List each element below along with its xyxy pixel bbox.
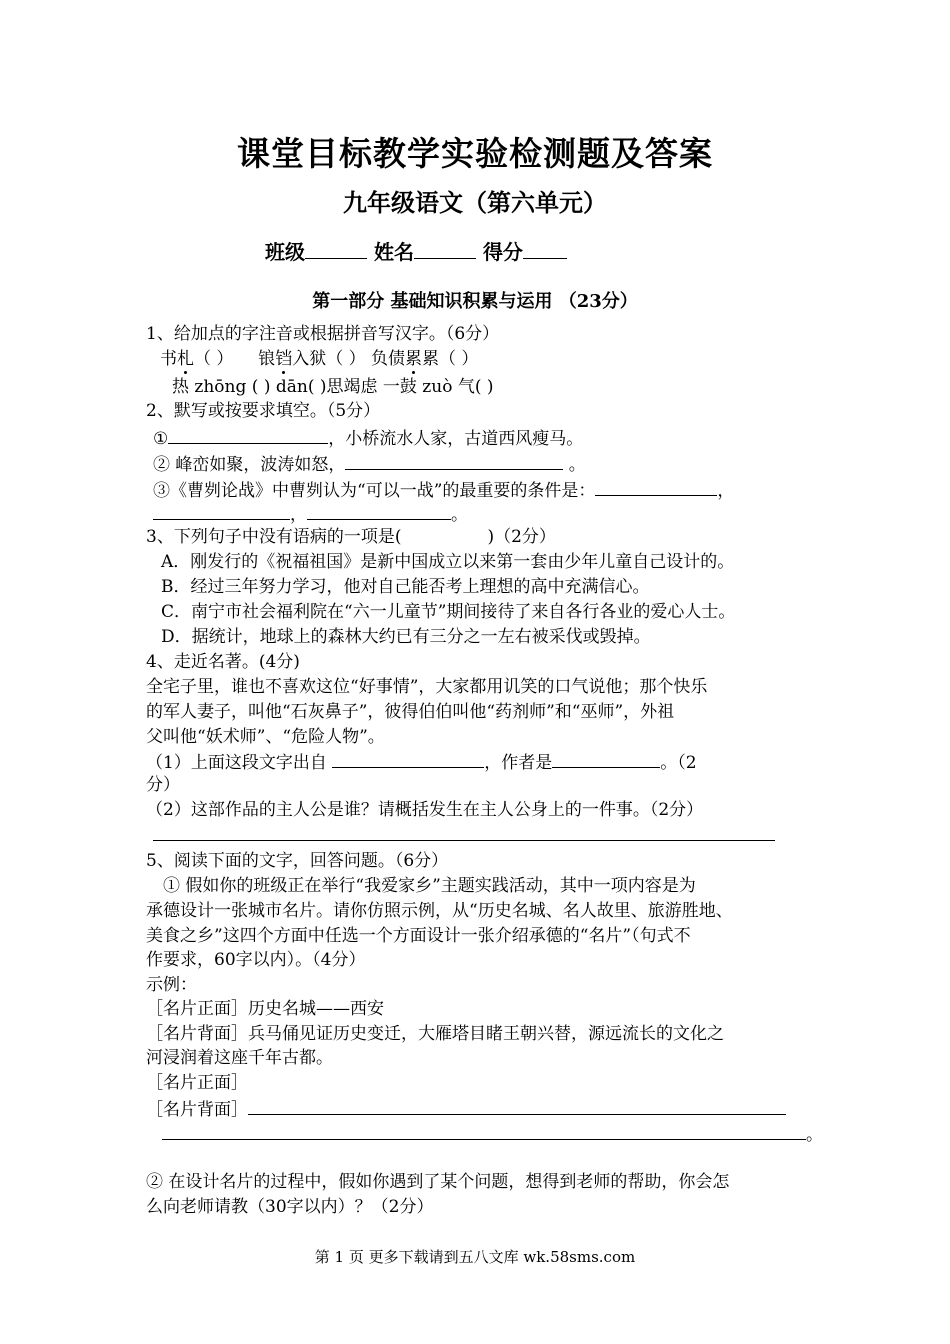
q2-l2-end: 。: [563, 455, 586, 475]
q1-word1-blank: （ ）: [194, 349, 234, 369]
q5-para-6: 么向老师请教（30字以内）？（2分）: [146, 1197, 434, 1217]
class-blank: [305, 240, 367, 259]
q5-card-back-line2: [162, 1122, 823, 1146]
q1-word2-blank: 入狱（ ）: [292, 349, 366, 369]
page-footer: 第 1 页 更多下载请到五八文库 wk.58sms.com: [314, 1248, 636, 1266]
q4-blank-source: [332, 750, 484, 768]
q4-passage-3: 父叫他“妖术师”、“危险人物”。: [146, 727, 385, 747]
q4-sub1-text: （1）上面这段文字出自: [146, 753, 333, 773]
q4-sub1: [146, 750, 697, 774]
q5-card-back-label: ［名片背面］: [146, 1100, 248, 1120]
q2-l4-end: 。: [451, 505, 468, 525]
q5-example-back-1: ［名片背面］兵马俑见证历史变迁，大雁塔目睹王朝兴替，源远流长的文化之: [146, 1024, 724, 1044]
q2-line2: [153, 452, 586, 476]
q4-passage-2: 的军人妻子，叫他“石灰鼻子”，彼得伯伯叫他“药剂师”和“巫师”，外祖: [146, 702, 675, 722]
q2-blank1: [168, 426, 328, 444]
q4-blank-author: [552, 750, 660, 768]
q3-stem-text: 3、下列句子中没有语病的一项是(: [146, 527, 402, 547]
q5-card-back-blank2: [162, 1122, 806, 1140]
q1-word2-a: 锒: [258, 349, 276, 369]
q5-para-2: 承德设计一张城市名片。请你仿照示例，从“历史名城、名人故里、旅游胜地、: [146, 901, 733, 921]
name-label: 姓名: [373, 240, 414, 264]
q2-blank3: [595, 478, 717, 496]
q2-blank5: [307, 502, 451, 520]
page-subtitle: 九年级语文（第六单元）: [343, 188, 607, 217]
name-blank: [414, 240, 476, 259]
q5-card-front: ［名片正面］: [146, 1073, 248, 1093]
q3-stem: [146, 526, 556, 548]
q3-option-b: B．经过三年努力学习，他对自己能否考上理想的高中充满信心。: [161, 577, 650, 597]
q2-l1-num: ①: [153, 429, 169, 449]
q1-word3-a: 负债: [371, 349, 406, 369]
q2-line1: [153, 426, 583, 450]
q4-answer-line: [153, 840, 775, 841]
student-info-line: [265, 236, 567, 265]
q5-para-1: ① 假如你的班级正在举行“我爱家乡”主题实践活动，其中一项内容是为: [146, 876, 696, 896]
part-one-heading: 第一部分 基础知识积累与运用 （23分）: [312, 291, 638, 312]
q2-line3: [153, 478, 734, 502]
q4-sub1-cont: 分）: [146, 775, 180, 795]
q5-example-label: 示例：: [146, 975, 197, 995]
q2-l3-text: ③《曹刿论战》中曹刿认为“可以一战”的最重要的条件是：: [153, 481, 596, 501]
page-title: 课堂目标教学实验检测题及答案: [237, 134, 713, 173]
q5-para-5: ② 在设计名片的过程中，假如你遇到了某个问题，想得到老师的帮助，你会怎: [146, 1172, 730, 1192]
q5-example-front: ［名片正面］历史名城——西安: [146, 999, 384, 1019]
q2-l3-end: ，: [717, 481, 735, 501]
q2-blank2: [345, 452, 563, 470]
q3-option-a: A．刚发行的《祝福祖国》是新中国成立以来第一套由少年儿童自己设计的。: [161, 552, 735, 572]
q2-line4: [153, 502, 468, 526]
q1-word1-a: 书: [160, 349, 177, 369]
q1-word2-dotted: 铛: [275, 349, 293, 369]
q1-word3-dotted: 累: [405, 349, 423, 369]
q5-card-back: [146, 1097, 786, 1121]
q2-l2-text: ② 峰峦如聚，波涛如怒，: [153, 455, 346, 475]
q5-card-back-end: 。: [806, 1125, 823, 1145]
q3-stem-score: )（2分）: [487, 527, 556, 547]
q1-stem: 1、给加点的字注音或根据拼音写汉字。（6分）: [146, 324, 500, 344]
q5-stem: 5、阅读下面的文字，回答问题。（6分）: [146, 851, 449, 871]
q5-para-3: 美食之乡”这四个方面中任选一个方面设计一张介绍承德的“名片”（句式不: [146, 926, 691, 946]
q3-option-c: C．南宁市社会福利院在“六一儿童节”期间接待了来自各行各业的爱心人士。: [161, 602, 736, 622]
q2-stem: 2、默写或按要求填空。（5分）: [146, 401, 381, 421]
q3-option-d: D．据统计，地球上的森林大约已有三分之一左右被采伐或毁掉。: [161, 627, 651, 647]
score-blank: [523, 240, 567, 259]
q5-para-4: 作要求，60字以内）。（4分）: [146, 950, 366, 970]
q4-passage-1: 全宅子里，谁也不喜欢这位“好事情”，大家都用讥笑的口气说他；那个快乐: [146, 677, 708, 697]
q4-sub1-score: 。（2: [660, 753, 697, 773]
q1-row1: [160, 348, 478, 370]
q2-blank4: [153, 502, 290, 520]
class-label: 班级: [265, 240, 305, 264]
q5-example-back-2: 河浸润着这座千年古都。: [146, 1048, 333, 1068]
q1-word3-blank: 累（ ）: [422, 349, 479, 369]
score-label: 得分: [482, 240, 523, 264]
q4-stem: 4、走近名著。(4分): [146, 652, 300, 672]
q1-row2: 热 zhōng ( ) dān( )思竭虑 一鼓 zuò 气( ): [172, 377, 494, 397]
q2-l1-text: ，小桥流水人家，古道西风瘦马。: [328, 429, 584, 449]
q1-word1-dotted: 札: [177, 349, 194, 369]
q4-sub1-author: ，作者是: [484, 753, 553, 773]
q4-sub2: （2）这部作品的主人公是谁？请概括发生在主人公身上的一件事。（2分）: [146, 800, 704, 820]
q5-card-back-blank: [248, 1097, 786, 1115]
q2-l4-comma: ，: [290, 505, 307, 525]
